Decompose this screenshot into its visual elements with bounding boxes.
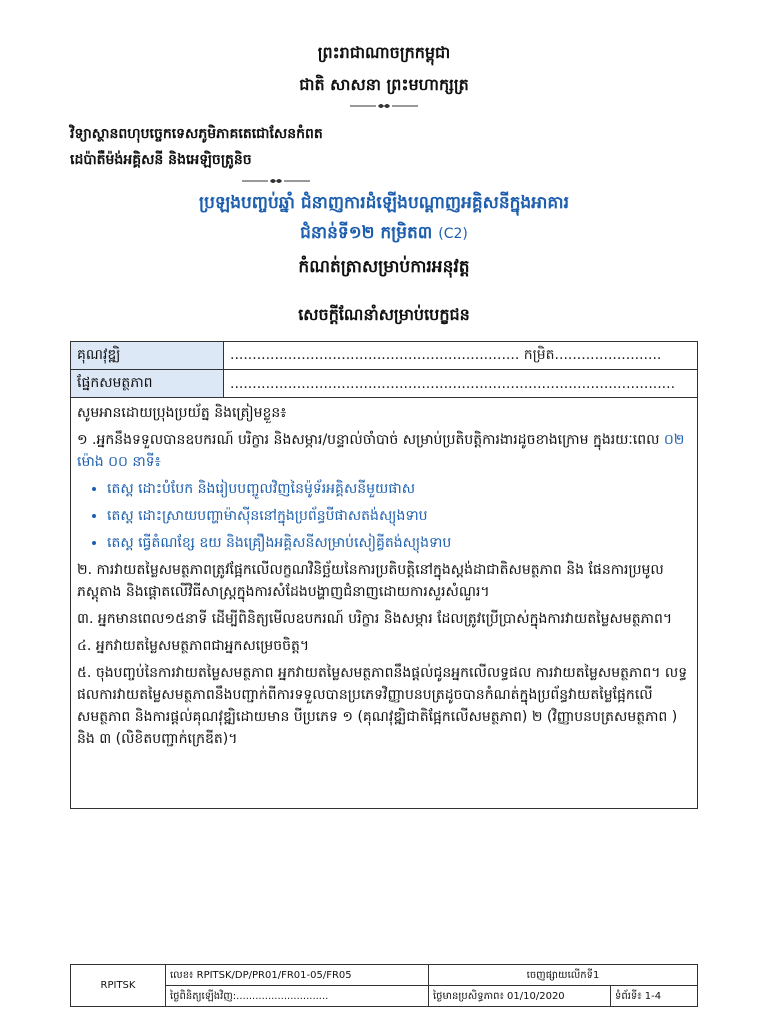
qualification-field[interactable]: ................................................................. កម្រិត........................ bbox=[224, 342, 698, 370]
instruction-5: ៥. ចុងបញ្ចប់នៃការវាយតម្លៃសមត្ថភាព អ្នកវាយតម្លៃសមត្ថភាពនឹងផ្តល់ជូនអ្នកលើលទ្ធផល ការវាយតម្លៃសមត្ថភាព។ លទ្ធផលការវាយតម្លៃសមត្ថភាពនឹងបញ្ជាក់ពីការទទួលបានប្រភេទវិញ្ញាបនបត្រដូចបានកំណត់ក្នុងប្រព័ន្ធវាយតម្លៃផ្អែកលើសមត្ថភាព និងការផ្តល់គុណវុឌ្ឍិដោយមាន បីប្រភេទ ១ (គុណវុឌ្ឍិជាតិផ្អែកលើសមត្ថភាព) ២ (វិញ្ញាបនបត្រសមត្ថភាព ) និង ៣ (លិខិតបញ្ជាក់ក្រេឌីត)។ bbox=[77, 665, 688, 747]
instructions-body bbox=[70, 397, 698, 809]
footer-page-number: ទំព័រទី៖ 1-4 bbox=[611, 986, 698, 1007]
instruction-2: ២. ការវាយតម្លៃសមត្ថភាពត្រូវផ្អែកលើលក្ខណវិនិច្ឆ័យនៃការប្រតិបត្តិនៅក្នុងស្តង់ដាជាតិសមត្ថភាព និង ផែនការប្រមូលភស្តុតាង និងផ្តោតលើវិធីសាស្ត្រក្នុងការសំដែងបង្ហាញជំនាញដោយការសួរសំណួរ។ bbox=[77, 562, 664, 600]
table-row bbox=[71, 986, 698, 1007]
national-motto: ជាតិ សាសនា ព្រះមហាក្សត្រ bbox=[299, 75, 469, 94]
footer-edition: ចេញផ្សាយលើកទី1 bbox=[429, 965, 698, 986]
document-footer bbox=[70, 964, 698, 1007]
record-title: កំណត់ត្រាសម្រាប់ការអនុវត្ត bbox=[298, 257, 470, 277]
test-item-wiring: • តេស្ត ធ្វើតំណខ្សែ ឧយ និងគ្រឿងអគ្គិសនីសម្រាប់សៀគ្វីតង់ស្យុងទាប bbox=[107, 532, 691, 554]
department-name: ដេប៉ាតឺម៉ង់អគ្គិសនី និងអេឡិចត្រូនិច bbox=[70, 152, 252, 168]
exam-duration: ០២ ម៉ោង ០០ នាទី៖ bbox=[77, 432, 685, 470]
competency-field[interactable]: .................................................................................................... bbox=[224, 370, 698, 398]
footer-org: RPITSK bbox=[71, 965, 166, 1007]
instruction-3: ៣. អ្នកមានពេល១៥នាទី ដើម្បីពិនិត្យមើលឧបករណ៍ បរិក្ខារ និងសម្ភារ ដែលត្រូវប្រើប្រាស់ក្នុងការវាយតម្លៃសមត្ថភាព។ bbox=[77, 611, 673, 627]
instructions-title: សេចក្តីណែនាំសម្រាប់បេក្ខជន bbox=[298, 305, 470, 324]
exam-title: ប្រឡងបញ្ចប់ឆ្នាំ ជំនាញការដំឡើងបណ្តាញអគ្គិសនីក្នុងអាគារ bbox=[199, 193, 569, 213]
instruction-4: ៤. អ្នកវាយតម្លៃសមត្ថភាពជាអ្នកសម្រេចចិត្ត។ bbox=[77, 638, 310, 654]
ornament-divider bbox=[348, 101, 420, 111]
instruction-1 bbox=[77, 429, 691, 473]
table-row bbox=[71, 370, 698, 398]
competency-label: ផ្នែកសមត្ថភាព bbox=[71, 370, 224, 398]
ornament-divider bbox=[240, 176, 312, 186]
instructions-intro: សូមអានដោយប្រុងប្រយ័ត្ន និងត្រៀមខ្លួន៖ bbox=[77, 405, 287, 421]
test-item-motor: • តេស្ត ដោះបំបែក និងរៀបបញ្ចូលវិញនៃម៉ូទ័រអគ្គិសនីមួយផាស bbox=[107, 478, 691, 500]
candidate-info-table bbox=[70, 341, 698, 398]
exam-level-code: (C2) bbox=[438, 226, 468, 242]
footer-review-date: ថ្ងៃពិនិត្យឡើងវិញ:............................. bbox=[166, 986, 429, 1007]
institute-name: វិទ្យាស្ថានពហុបច្ចេកទេសភូមិភាគតេជោសែនកំពត bbox=[70, 126, 323, 142]
test-list bbox=[77, 478, 691, 554]
test-item-troubleshooting: • តេស្ត ដោះស្រាយបញ្ហាម៉ាស៊ីននៅក្នុងប្រព័ន្ធបីផាសតង់ស្យុងទាប bbox=[107, 505, 691, 527]
qualification-label: គុណវុឌ្ឍិ bbox=[71, 342, 224, 370]
kingdom-header: ព្រះរាជាណាចក្រកម្ពុជា bbox=[317, 43, 451, 62]
table-row bbox=[71, 965, 698, 986]
footer-doc-number: លេខ៖ RPITSK/DP/PR01/FR01-05/FR05 bbox=[166, 965, 429, 986]
exam-generation-level: ជំនាន់ទី១២ កម្រិត៣ bbox=[300, 223, 433, 243]
exam-subtitle bbox=[0, 222, 768, 247]
instruction-1-text: ១ .អ្នកនឹងទទួលបានឧបករណ៍ បរិក្ខារ និងសម្ភារ/បន្ទាល់ចាំបាច់ សម្រាប់ប្រតិបត្តិការងារដូចខាងក្រោម ក្នុងរយៈពេល bbox=[77, 432, 660, 448]
table-row bbox=[71, 342, 698, 370]
footer-effective-date: ថ្ងៃមានប្រសិទ្ធភាព៖ 01/10/2020 bbox=[429, 986, 611, 1007]
